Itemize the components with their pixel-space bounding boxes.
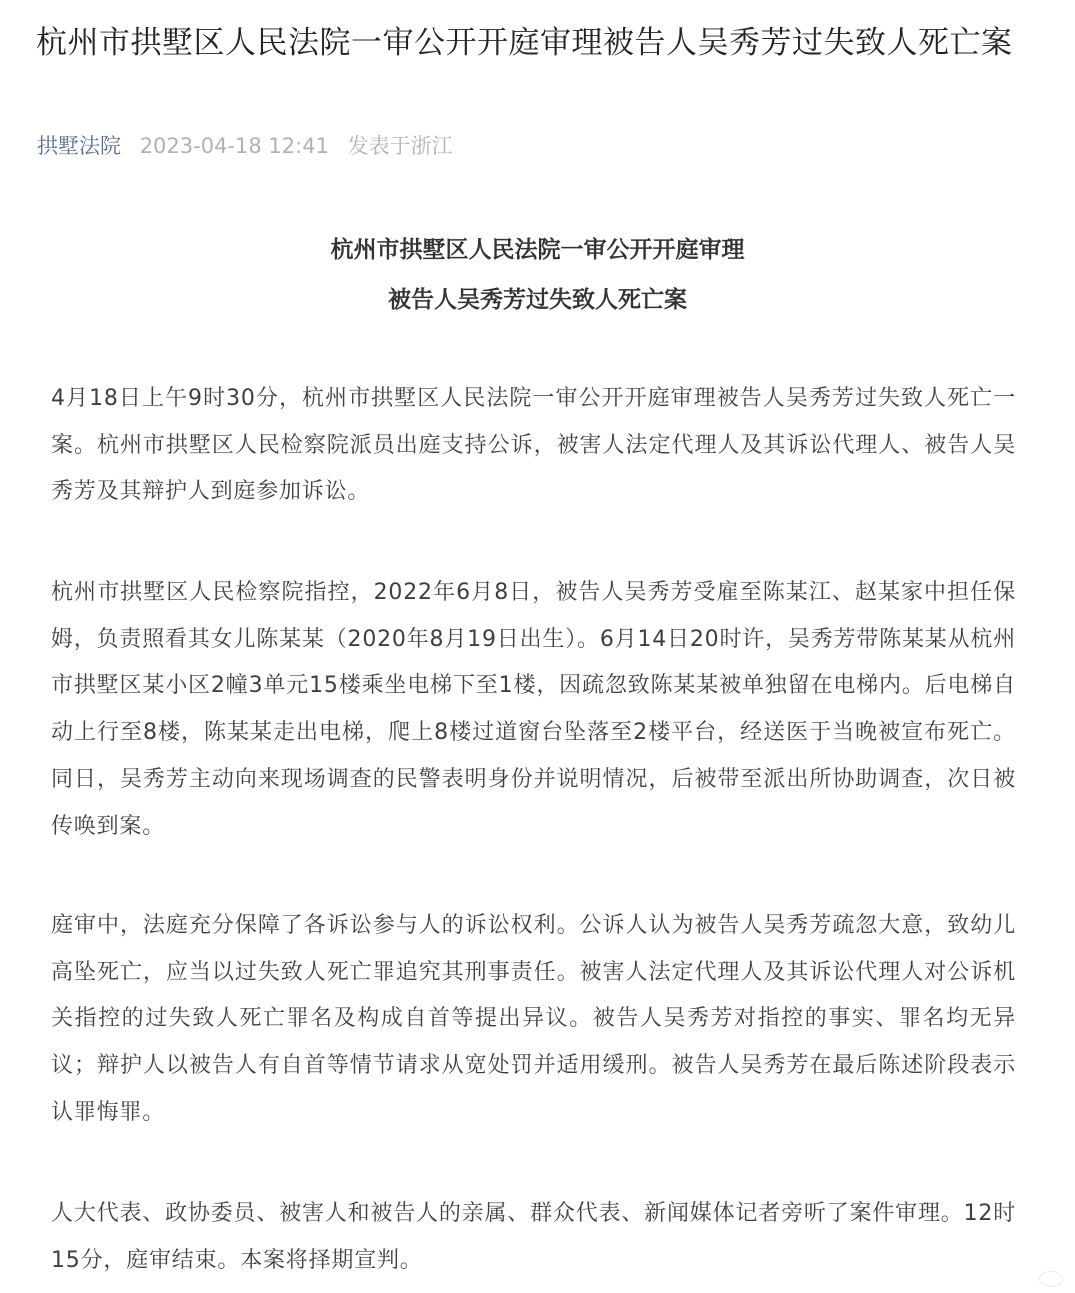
paragraph-3: 庭审中，法庭充分保障了各诉讼参与人的诉讼权利。公诉人认为被告人吴秀芳疏忽大意，致幼儿高坠死亡，应当以过失致人死亡罪追究其刑事责任。被害人法定代理人及其诉讼代理人对公诉机关指控的过失致人死亡罪名及构成自首等提出异议。被告人吴秀芳对指控的事实、罪名均无异议；辩护人以被告人有自首等情节请求从宽处罚并适用缓刑。被告人吴秀芳在最后陈述阶段表示认罪悔罪。	[51, 913, 1016, 1125]
article-meta	[37, 130, 453, 162]
paragraph-2: 杭州市拱墅区人民检察院指控，2022年6月8日，被告人吴秀芳受雇至陈某江、赵某家中担任保姆，负责照看其女儿陈某某（2020年8月19日出生）。6月14日20时许，吴秀芳带陈某某从杭州市拱墅区某小区2幢3单元15楼乘坐电梯下至1楼，因疏忽致陈某某被单独留在电梯内。后电梯自动上行至8楼，陈某某走出电梯，爬上8楼过道窗台坠落至2楼平台，经送医于当晚被宣布死亡。同日，吴秀芳主动向来现场调查的民警表明身份并说明情况，后被带至派出所协助调查，次日被传唤到案。	[51, 580, 1016, 839]
article-heading-line-1: 杭州市拱墅区人民法院一审公开开庭审理	[330, 237, 745, 263]
publish-datetime: 2023-04-18 12:41	[139, 134, 329, 158]
article-heading-line-2: 被告人吴秀芳过失致人死亡案	[388, 287, 687, 313]
article-heading	[0, 225, 1075, 325]
author-link[interactable]: 拱墅法院	[37, 134, 121, 158]
page-title: 杭州市拱墅区人民法院一审公开开庭审理被告人吴秀芳过失致人死亡案	[36, 25, 1013, 61]
watermark-icon	[1039, 1271, 1063, 1287]
publish-location: 发表于浙江	[347, 134, 453, 158]
paragraph-1: 4月18日上午9时30分，杭州市拱墅区人民法院一审公开开庭审理被告人吴秀芳过失致人死亡一案。杭州市拱墅区人民检察院派员出庭支持公诉，被害人法定代理人及其诉讼代理人、被告人吴秀芳及其辩护人到庭参加诉讼。	[51, 386, 1016, 505]
paragraph-4: 人大代表、政协委员、被害人和被告人的亲属、群众代表、新闻媒体记者旁听了案件审理。12时15分，庭审结束。本案将择期宣判。	[51, 1201, 1016, 1273]
